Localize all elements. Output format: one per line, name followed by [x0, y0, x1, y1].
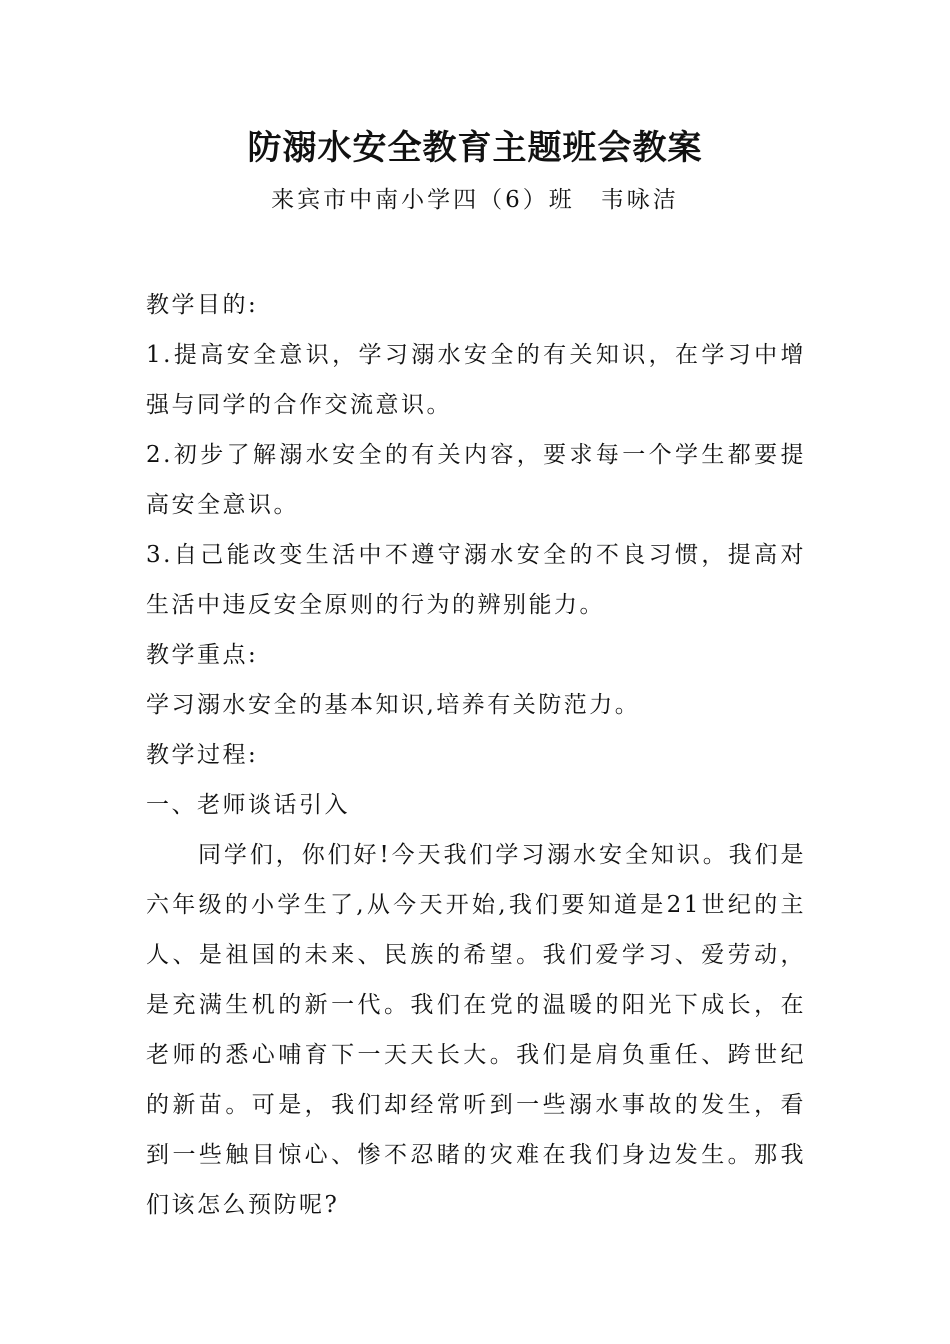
section-heading-objectives: 教学目的:	[146, 292, 259, 318]
objective-item-1: 1.提高安全意识，学习溺水安全的有关知识，在学习中增强与同学的合作交流意识。	[146, 342, 806, 418]
objective-item-3: 3.自己能改变生活中不遵守溺水安全的不良习惯，提高对生活中违反安全原则的行为的辨别能力。	[146, 542, 806, 618]
objective-item-2: 2.初步了解溺水安全的有关内容，要求每一个学生都要提高安全意识。	[146, 442, 806, 518]
document-title: 防溺水安全教育主题班会教案	[247, 128, 703, 168]
document-subtitle: 来宾市中南小学四（6）班 韦咏洁	[271, 187, 679, 213]
section-heading-process: 教学过程:	[146, 742, 259, 768]
document-body	[146, 280, 806, 1230]
key-points-text: 学习溺水安全的基本知识,培养有关防范力。	[146, 692, 641, 718]
section-heading-key-points: 教学重点:	[146, 642, 259, 668]
process-step-1-heading: 一、老师谈话引入	[146, 792, 350, 818]
intro-paragraph: 同学们，你们好!今天我们学习溺水安全知识。我们是六年级的小学生了,从今天开始,我们要知道是21世纪的主人、是祖国的未来、民族的希望。我们爱学习、爱劳动，是充满生机的新一代。我们在党的温暖的阳光下成长，在老师的悉心哺育下一天天长大。我们是肩负重任、跨世纪的新苗。可是，我们却经常听到一些溺水事故的发生，看到一些触目惊心、惨不忍睹的灾难在我们身边发生。那我们该怎么预防呢?	[146, 842, 806, 1218]
